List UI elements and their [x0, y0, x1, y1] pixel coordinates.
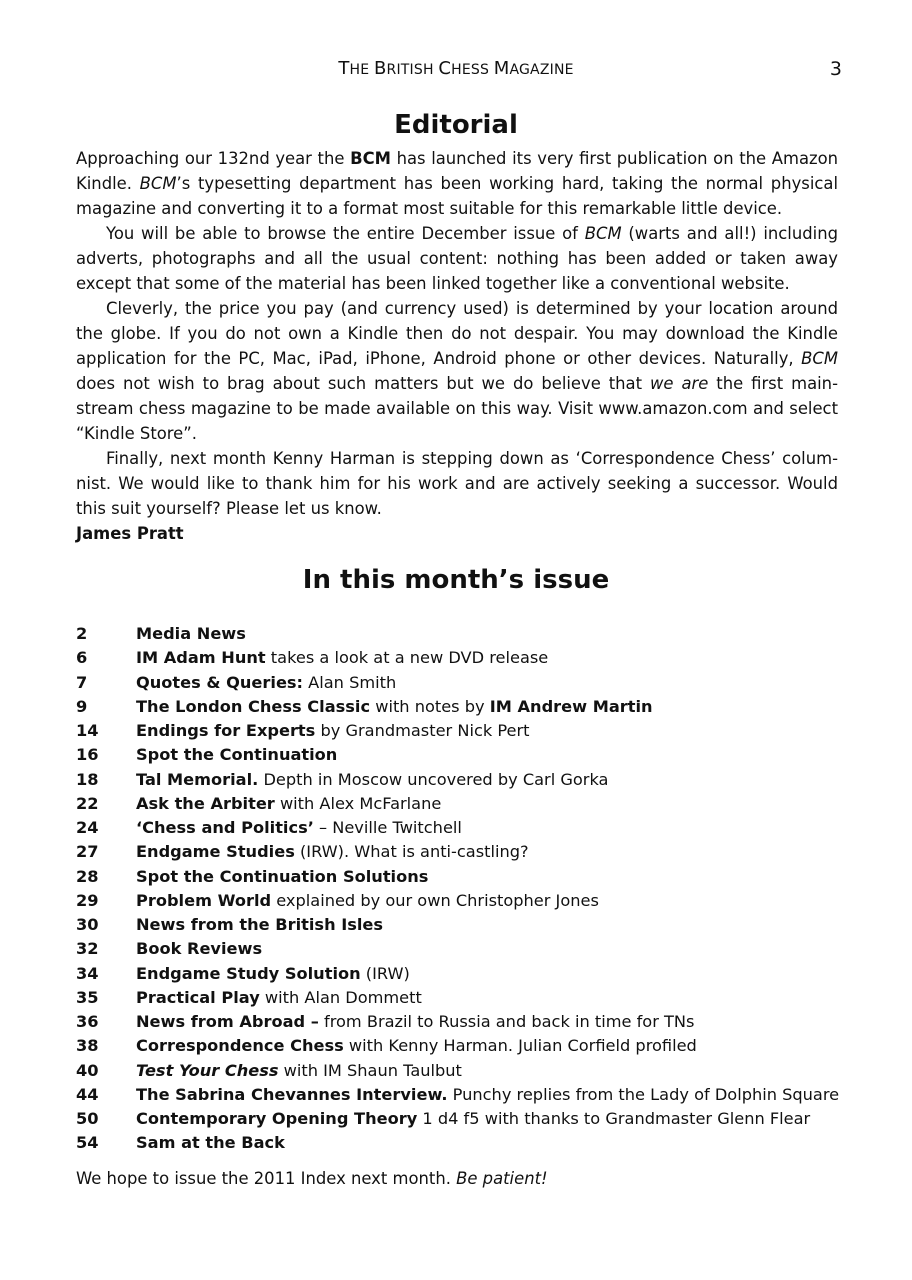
- contents-entry: [136, 1107, 810, 1131]
- contents-entry-description: from Brazil to Russia and back in time for TNs: [318, 1012, 695, 1031]
- contents-row[interactable]: [76, 1059, 838, 1083]
- contents-row[interactable]: [76, 865, 838, 889]
- contents-entry: [136, 816, 462, 840]
- contents-entry-title: News from the British Isles: [136, 915, 384, 934]
- contents-row[interactable]: [76, 1010, 838, 1034]
- contents-page-number: 44: [76, 1084, 99, 1104]
- contents-entry: [136, 671, 396, 695]
- contents-entry: [136, 792, 441, 816]
- contents-entry: [136, 1131, 285, 1155]
- contents-entry: [136, 937, 262, 961]
- contents-page-number: 14: [76, 721, 99, 740]
- contents-page-number: 30: [76, 915, 99, 934]
- contents-entry-title: Ask the Arbiter: [136, 793, 275, 813]
- contents-page-number: 50: [76, 1109, 99, 1128]
- contents-entry-title: Spot the Continuation Solutions: [136, 866, 429, 886]
- contents-entry-description: (IRW): [360, 963, 410, 983]
- contents-row[interactable]: [76, 913, 838, 937]
- contents-entry-title: Tal Memorial.: [136, 769, 259, 789]
- contents-entry: [136, 695, 653, 719]
- contents-row[interactable]: [76, 840, 838, 864]
- contents-page-number: 29: [76, 890, 99, 910]
- contents-entry-title: Contemporary Opening Theory: [136, 1109, 418, 1128]
- contents-page-number: 36: [76, 1012, 99, 1031]
- contents-entry-title: The London Chess Classic: [136, 696, 371, 716]
- contents-entry-title: IM Adam Hunt: [136, 648, 266, 668]
- editorial-paragraph: Finally, next month Kenny Harman is stepping down as ‘Correspondence Chess’ columnist. We would like to thank him for his work and are actively seeking a successor. Would this suit yourself? Please let us know.: [76, 449, 838, 518]
- contents-page-number: 40: [76, 1060, 99, 1080]
- contents-entry-description: takes a look at a new DVD release: [265, 648, 549, 668]
- contents-entry-description: explained by our own Christopher Jones: [271, 890, 599, 910]
- contents-entry-description: Punchy replies from the Lady of Dolphin Square: [447, 1084, 840, 1104]
- contents-row[interactable]: [76, 816, 838, 840]
- contents-entry-title: Quotes & Queries:: [136, 672, 304, 692]
- contents-entry: [136, 962, 410, 986]
- contents-entry-title: News from Abroad –: [136, 1012, 319, 1031]
- contents-entry-title: ‘Chess and Politics’: [136, 818, 314, 837]
- contents-entry: [136, 1083, 839, 1107]
- contents-entry: [136, 646, 548, 670]
- contents-page-number: 22: [76, 793, 99, 813]
- contents-entry-description: by Grandmaster Nick Pert: [315, 721, 530, 740]
- contents-entry-title: Test Your Chess: [136, 1060, 279, 1080]
- editorial-heading: Editorial: [394, 110, 518, 140]
- contents-entry-title: Book Reviews: [136, 939, 263, 959]
- contents-entry-description: – Neville Twitchell: [313, 818, 462, 837]
- contents-entry: [136, 889, 599, 913]
- contents-entry-description: with Alex McFarlane: [274, 793, 442, 813]
- running-header: [0, 58, 912, 82]
- contents-entry: [136, 865, 428, 889]
- contents-entry-title: The Sabrina Chevannes Interview.: [136, 1084, 448, 1104]
- contents-entry-description: (IRW). What is anti-castling?: [294, 842, 529, 862]
- contents-page-number: 35: [76, 987, 99, 1007]
- contents-entry: [136, 719, 530, 743]
- contents-row[interactable]: [76, 1034, 838, 1058]
- contents-row[interactable]: [76, 1131, 838, 1155]
- contents-page-number: 54: [76, 1133, 99, 1153]
- contents-entry-title: Media News: [136, 624, 246, 643]
- contents-page-number: 16: [76, 745, 99, 765]
- closing-note: We hope to issue the 2011 Index next month. Be patient!: [76, 1169, 548, 1188]
- contents-entry-title: Spot the Continuation: [136, 745, 338, 765]
- contents-row[interactable]: [76, 1107, 838, 1131]
- editorial-paragraph: Approaching our 132nd year the BCM has launched its very first publication on the Amazon Kindle. BCM’s typesetting department has been working hard, taking the normal physical magazine and converting it to a format most suitable for this remarkable little device.: [76, 149, 839, 218]
- contents-entry-title: Endings for Experts: [136, 721, 316, 740]
- contents-entry: [136, 1034, 697, 1058]
- contents-entry: [136, 743, 337, 767]
- page-number: 3: [829, 58, 842, 80]
- contents-page-number: 32: [76, 939, 99, 959]
- editorial-body: [76, 146, 838, 546]
- contents-page-number: 18: [76, 769, 99, 789]
- contents-entry: [136, 840, 529, 864]
- contents-entry-description: 1 d4 f5 with thanks to Grandmaster Glenn Flear: [417, 1109, 811, 1128]
- contents-row[interactable]: [76, 792, 838, 816]
- contents-row[interactable]: [76, 719, 838, 743]
- issue-heading: In this month’s issue: [302, 565, 610, 595]
- contents-entry: [136, 1010, 694, 1034]
- contents-page-number: 24: [76, 818, 99, 837]
- contents-page-number: 6: [76, 648, 88, 668]
- contents-row[interactable]: [76, 695, 838, 719]
- contents-page-number: 34: [76, 963, 99, 983]
- editorial-signature: James Pratt: [76, 524, 184, 543]
- contents-row[interactable]: [76, 1083, 838, 1107]
- editorial-paragraph: You will be able to browse the entire December issue of BCM (warts and all!) including adverts, photographs and all the usual content: nothing has been added or taken away except that some of the material has been linked together like a conventional website.: [76, 224, 838, 293]
- contents-entry: [136, 986, 422, 1010]
- contents-entry-description: Alan Smith: [303, 672, 397, 692]
- contents-entry-title: Endgame Studies: [136, 842, 295, 862]
- contents-entry-description: with Kenny Harman. Julian Corfield profiled: [343, 1036, 697, 1056]
- contents-entry-title: Problem World: [136, 890, 272, 910]
- contents-row[interactable]: [76, 937, 838, 961]
- contents-entry-title: Sam at the Back: [136, 1133, 285, 1153]
- contents-page-number: 2: [76, 624, 88, 643]
- contents-entry-title: Practical Play: [136, 987, 260, 1007]
- contents-entry-description: with Alan Dommett: [259, 987, 422, 1007]
- contents-entry-description: Depth in Moscow uncovered by Carl Gorka: [258, 769, 609, 789]
- contents-entry: [136, 622, 246, 646]
- contents-page-number: 27: [76, 842, 99, 862]
- contents-list: [76, 622, 838, 1156]
- contents-row[interactable]: [76, 622, 838, 646]
- contents-entry: [136, 913, 383, 937]
- contents-entry-title: Correspondence Chess: [136, 1036, 344, 1056]
- contents-entry-title: Endgame Study Solution: [136, 963, 361, 983]
- contents-page-number: 28: [76, 866, 99, 886]
- contents-entry-description: with notes by: [370, 696, 490, 716]
- contents-entry: [136, 768, 608, 792]
- contents-row[interactable]: [76, 962, 838, 986]
- contents-row[interactable]: [76, 889, 838, 913]
- running-title: THE BRITISH CHESS MAGAZINE: [338, 58, 574, 79]
- contents-row[interactable]: [76, 768, 838, 792]
- contents-row[interactable]: [76, 743, 838, 767]
- contents-page-number: 9: [76, 696, 88, 716]
- contents-row[interactable]: [76, 646, 838, 670]
- contents-page-number: 7: [76, 672, 88, 692]
- contents-entry: [136, 1059, 462, 1083]
- contents-row[interactable]: [76, 671, 838, 695]
- contents-row[interactable]: [76, 986, 838, 1010]
- contents-entry-author: IM Andrew Martin: [489, 696, 653, 716]
- contents-page-number: 38: [76, 1036, 99, 1056]
- editorial-paragraph: Cleverly, the price you pay (and currency used) is determined by your location around the globe. If you do not own a Kindle then do not despair. You may download the Kindle application for the PC, Mac, iPad, iPhone, Android phone or other devices. Naturally, BCM does not wish to brag about such matters but we do believe that we are the first mainstream chess magazine to be made available on this way. Visit www.amazon.com and select “Kindle Store”.: [76, 299, 838, 443]
- contents-entry-description: with IM Shaun Taulbut: [278, 1060, 462, 1080]
